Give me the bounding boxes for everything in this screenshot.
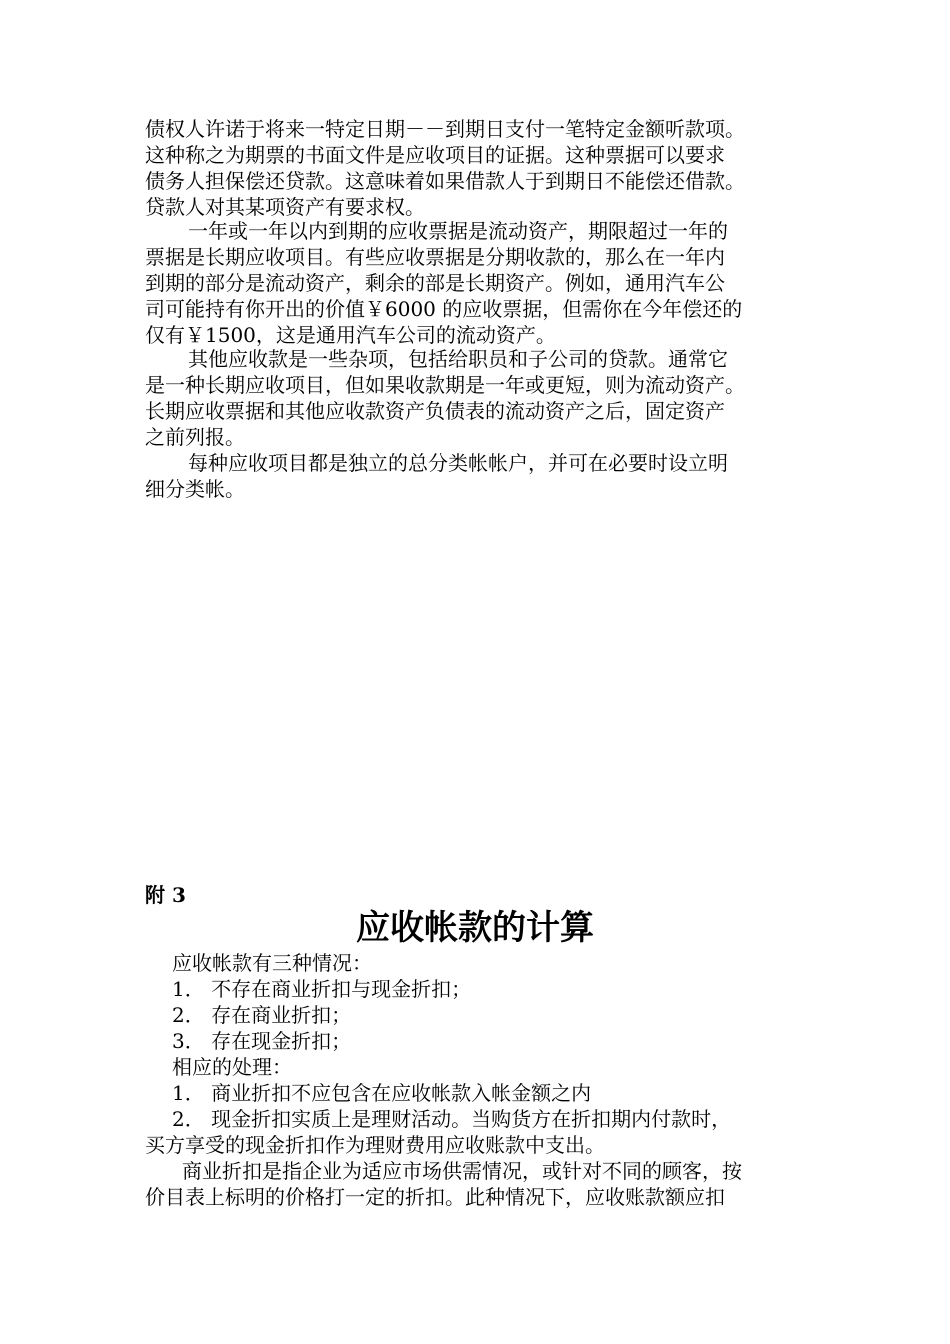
body-line: 这种称之为期票的书面文件是应收项目的证据。这种票据可以要求	[145, 143, 725, 167]
body-line: 应收帐款有三种情况：	[172, 951, 372, 975]
list-item: 2． 存在商业折扣；	[172, 1003, 352, 1027]
body-line: 价目表上标明的价格打一定的折扣。此种情况下，应收账款额应扣	[145, 1185, 725, 1209]
list-item: 1． 商业折扣不应包含在应收帐款入帐金额之内	[172, 1081, 592, 1105]
body-line: 相应的处理：	[172, 1055, 292, 1079]
paragraph-start-line: 商业折扣是指企业为适应市场供需情况，或针对不同的顾客，按	[182, 1159, 742, 1183]
body-line: 票据是长期应收项目。有些应收票据是分期收款的，那么在一年内	[145, 245, 725, 269]
list-item: 2． 现金折扣实质上是理财活动。当购货方在折扣期内付款时，	[172, 1107, 732, 1131]
paragraph-start-line: 一年或一年以内到期的应收票据是流动资产，期限超过一年的	[188, 219, 728, 243]
section-title: 应收帐款的计算	[356, 908, 594, 948]
list-item: 3． 存在现金折扣；	[172, 1029, 352, 1053]
body-line: 长期应收票据和其他应收款资产负债表的流动资产之后，固定资产	[145, 399, 725, 423]
body-line: 贷款人对其某项资产有要求权。	[145, 195, 425, 219]
body-line: 司可能持有你开出的价值￥6000 的应收票据，但需你在今年偿还的	[145, 297, 743, 321]
body-line: 是一种长期应收项目，但如果收款期是一年或更短，则为流动资产。	[145, 373, 745, 397]
body-line: 到期的部分是流动资产，剩余的部是长期资产。例如，通用汽车公	[145, 271, 725, 295]
paragraph-start-line: 其他应收款是一些杂项，包括给职员和子公司的贷款。通常它	[188, 347, 728, 371]
appendix-label: 附 3	[145, 883, 186, 907]
body-line: 仅有￥1500，这是通用汽车公司的流动资产。	[145, 323, 556, 347]
body-line: 买方享受的现金折扣作为理财费用应收账款中支出。	[145, 1133, 605, 1157]
body-line: 债权人许诺于将来一特定日期－－到期日支付一笔特定金额听款项。	[145, 117, 745, 141]
paragraph-start-line: 每种应收项目都是独立的总分类帐帐户，并可在必要时设立明	[188, 451, 728, 475]
body-line: 债务人担保偿还贷款。这意味着如果借款人于到期日不能偿还借款。	[145, 169, 745, 193]
body-line: 细分类帐。	[145, 477, 245, 501]
body-line: 之前列报。	[145, 425, 245, 449]
list-item: 1． 不存在商业折扣与现金折扣；	[172, 977, 472, 1001]
